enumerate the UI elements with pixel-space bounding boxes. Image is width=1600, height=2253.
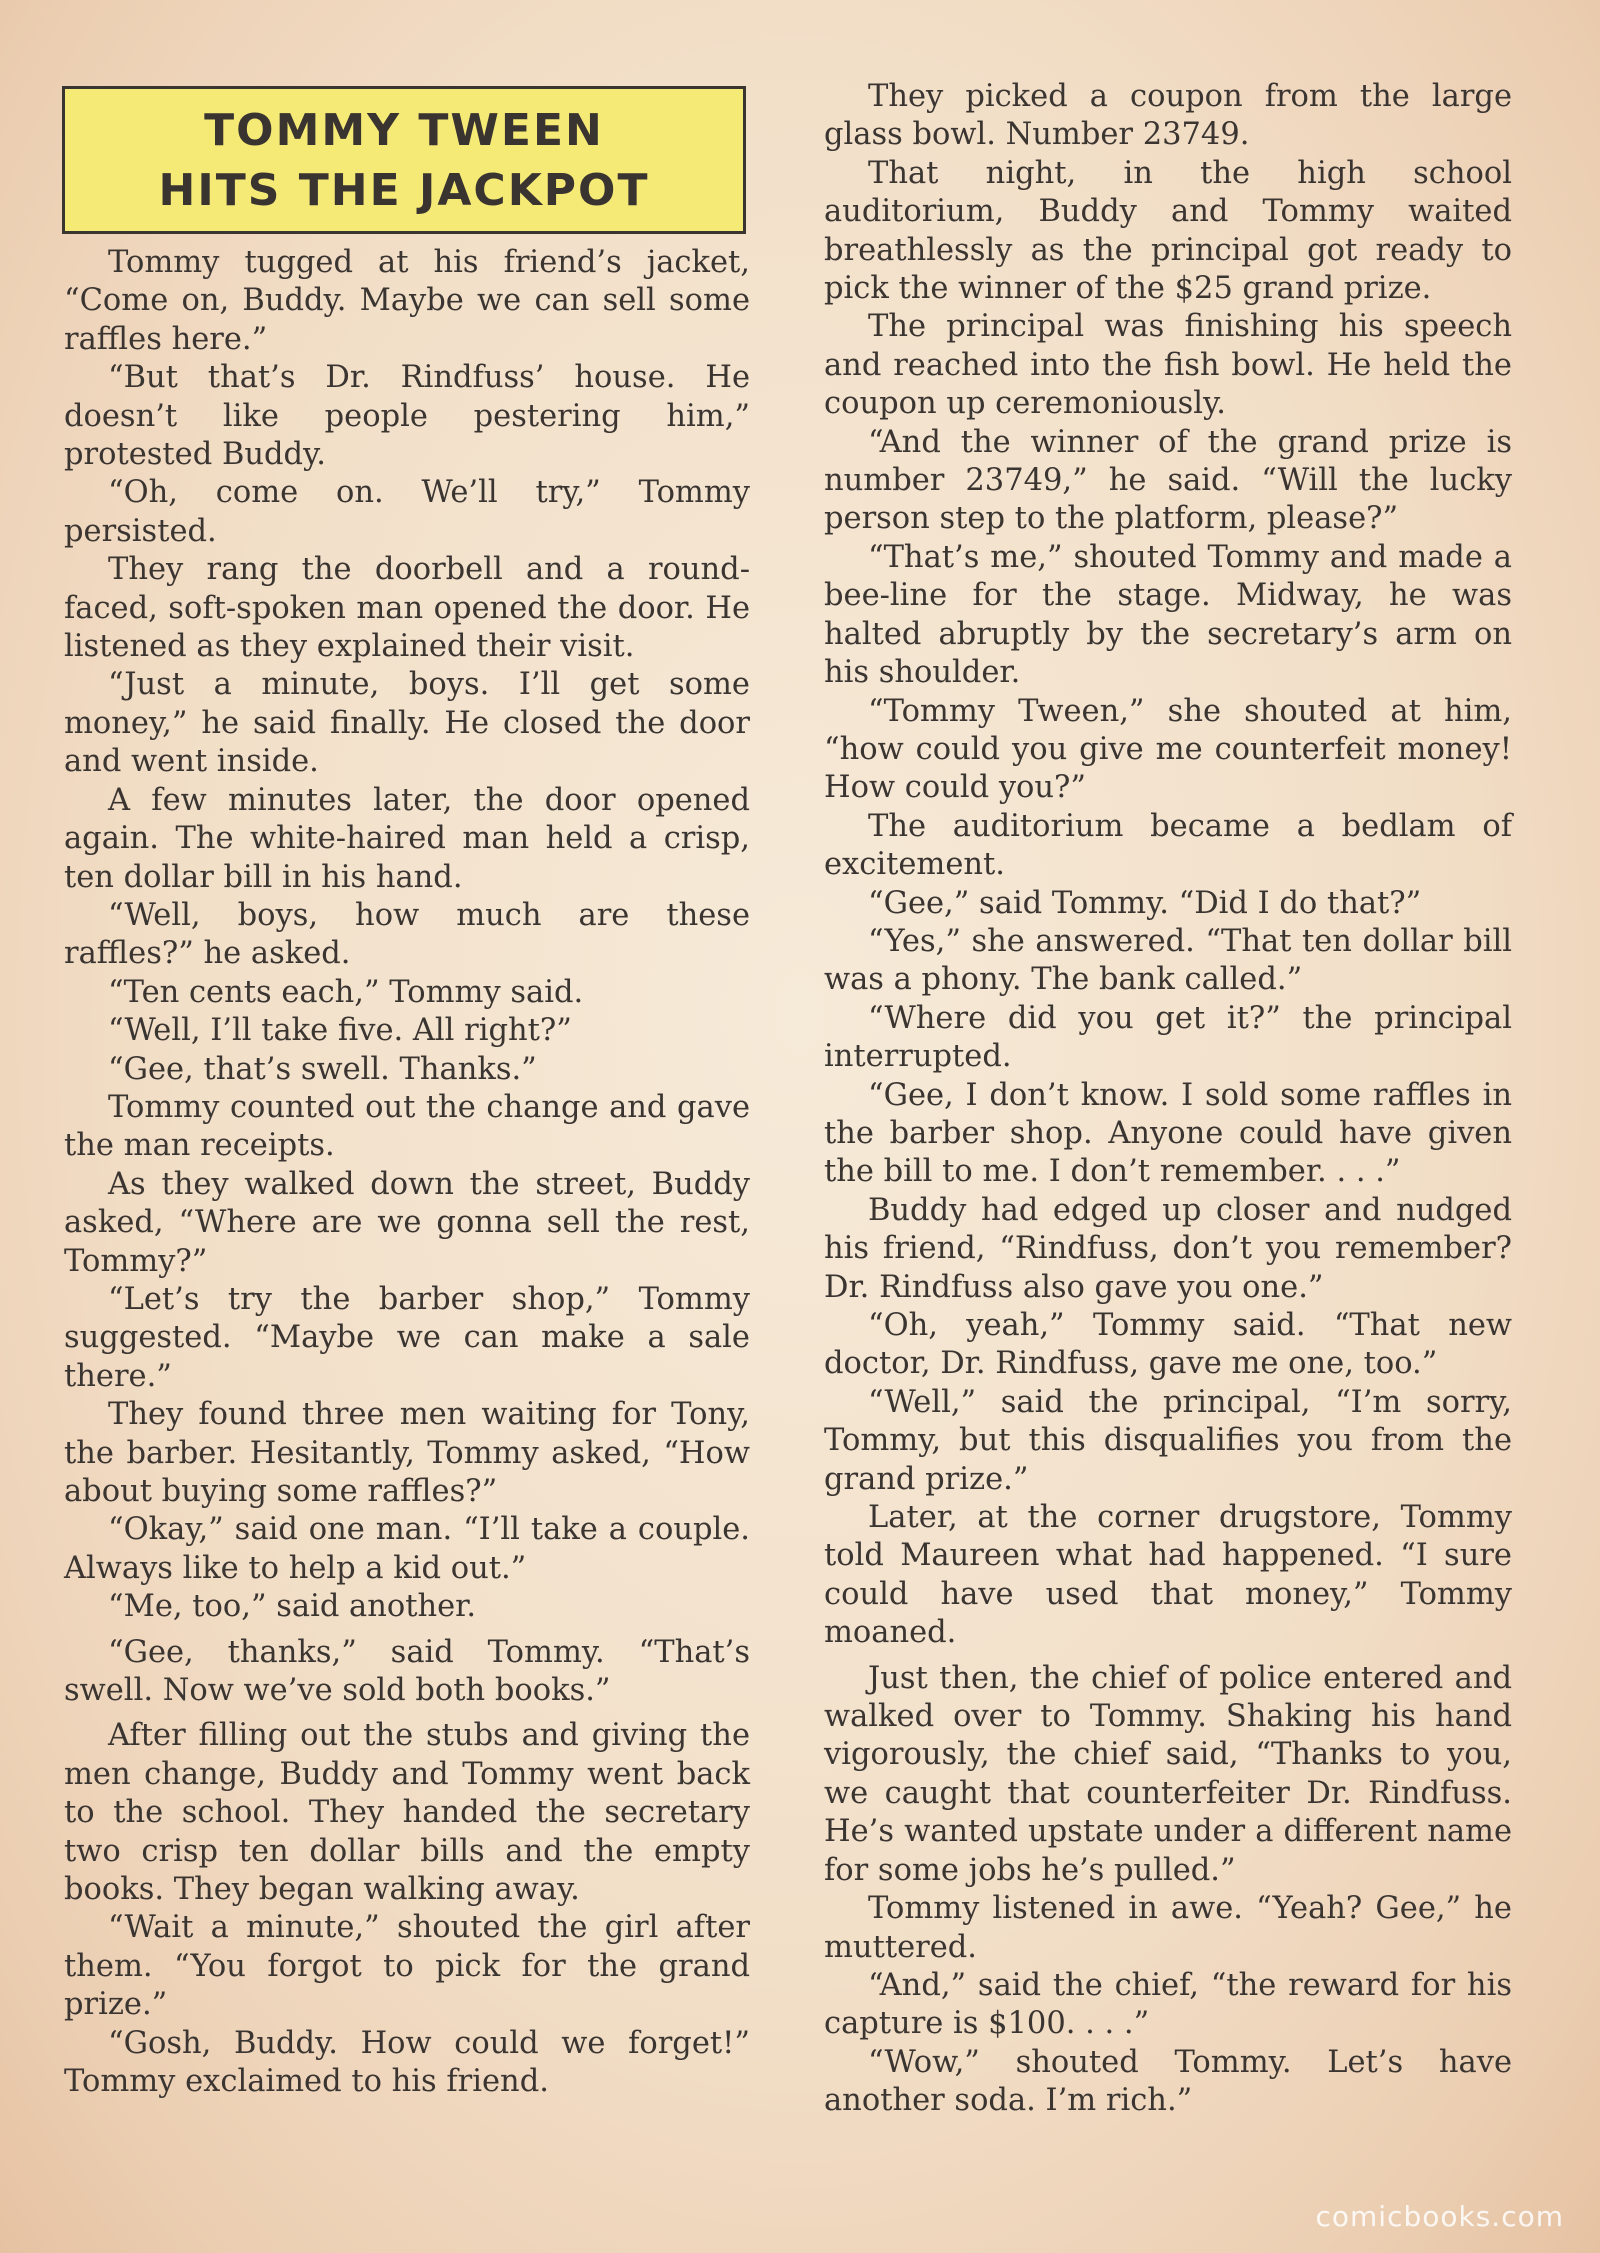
- paragraph: They rang the doorbell and a round-faced, soft-spoken man opened the door. He listened as they explained their visit.: [64, 552, 750, 665]
- paragraph: Later, at the corner drugstore, Tommy told Maureen what had happened. “I sure could have used that money,” Tommy moaned.: [824, 1500, 1512, 1651]
- paragraph: “Where did you get it?” the principal interrupted.: [824, 1000, 1512, 1075]
- paragraph: “Gosh, Buddy. How could we forget!” Tommy exclaimed to his friend.: [64, 2025, 750, 2100]
- paragraph: “Ten cents each,” Tommy said.: [108, 974, 584, 1010]
- paragraph: “Gee, thanks,” said Tommy. “That’s swell. Now we’ve sold both books.”: [64, 1634, 750, 1709]
- paragraph: The principal was finishing his speech and reached into the fish bowl. He held the coupon up ceremoniously.: [824, 309, 1512, 422]
- story-title-line-2: HITS THE JACKPOT: [158, 165, 650, 216]
- paragraph: “Oh, yeah,” Tommy said. “That new doctor, Dr. Rindfuss, gave me one, too.”: [824, 1308, 1512, 1382]
- right-text-column: [824, 78, 1512, 2121]
- paragraph: “Yes,” she answered. “That ten dollar bill was a phony. The bank called.”: [824, 923, 1512, 998]
- paragraph: “Well, I’ll take five. All right?”: [108, 1013, 572, 1049]
- paragraph: They found three men waiting for Tony, the barber. Hesitantly, Tommy asked, “How about buying some raffles?”: [64, 1397, 750, 1509]
- paragraph: “And the winner of the grand prize is number 23749,” he said. “Will the lucky person step to the platform, please?”: [824, 424, 1512, 537]
- paragraph: “And,” said the chief, “the reward for his capture is $100. . . .”: [824, 1967, 1512, 2042]
- paragraph: The auditorium became a bedlam of excitement.: [824, 808, 1512, 883]
- paragraph: “Let’s try the barber shop,” Tommy suggested. “Maybe we can make a sale there.”: [64, 1281, 750, 1394]
- left-text-column: [64, 244, 750, 2102]
- paragraph: Just then, the chief of police entered and walked over to Tommy. Shaking his hand vigorously, the chief said, “Thanks to you, we caught that counterfeiter Dr. Rindfuss. He’s wanted upstate under a different name for some jobs he’s pulled.”: [824, 1660, 1512, 1888]
- paragraph: “Me, too,” said another.: [108, 1589, 477, 1625]
- paragraph: Buddy had edged up closer and nudged his friend, “Rindfuss, don’t you remember? Dr. Rindfuss also gave you one.”: [824, 1192, 1512, 1305]
- paragraph: “Well, boys, how much are these raffles?” he asked.: [64, 897, 750, 972]
- paragraph: “Wait a minute,” shouted the girl after them. “You forgot to pick for the grand prize.”: [64, 1910, 750, 2023]
- paragraph: Tommy listened in awe. “Yeah? Gee,” he muttered.: [824, 1891, 1512, 1965]
- paragraph: A few minutes later, the door opened again. The white-haired man held a crisp, ten dollar bill in his hand.: [64, 782, 750, 895]
- paragraph: “That’s me,” shouted Tommy and made a bee-line for the stage. Midway, he was halted abruptly by the secretary’s arm on his shoulder.: [824, 539, 1512, 691]
- paragraph: “Tommy Tween,” she shouted at him, “how could you give me counterfeit money! How could you?”: [824, 693, 1512, 806]
- paragraph: “But that’s Dr. Rindfuss’ house. He doesn’t like people pestering him,” protested Buddy.: [64, 360, 750, 473]
- paragraph: “Gee, I don’t know. I sold some raffles in the barber shop. Anyone could have given the bill to me. I don’t remember. . . .”: [824, 1077, 1512, 1190]
- paragraph: “Well,” said the principal, “I’m sorry, Tommy, but this disqualifies you from the grand prize.”: [824, 1384, 1512, 1497]
- paragraph: “Okay,” said one man. “I’ll take a couple. Always like to help a kid out.”: [64, 1512, 750, 1586]
- story-title-line-1: TOMMY TWEEN: [204, 105, 604, 156]
- paragraph: That night, in the high school auditorium, Buddy and Tommy waited breathlessly as the principal got ready to pick the winner of the $25 grand prize.: [824, 155, 1512, 307]
- paragraph: “Wow,” shouted Tommy. Let’s have another soda. I’m rich.”: [824, 2044, 1512, 2119]
- paragraph: Tommy counted out the change and gave the man receipts.: [64, 1089, 750, 1164]
- paragraph: “Gee,” said Tommy. “Did I do that?”: [868, 885, 1422, 921]
- paragraph: After filling out the stubs and giving the men change, Buddy and Tommy went back to the school. They handed the secretary two crisp ten dollar bills and the empty books. They began walking away.: [64, 1718, 750, 1908]
- paragraph: “Oh, come on. We’ll try,” Tommy persisted.: [64, 475, 750, 549]
- paragraph: Tommy tugged at his friend’s jacket, “Come on, Buddy. Maybe we can sell some raffles here.”: [64, 245, 750, 357]
- paragraph: As they walked down the street, Buddy asked, “Where are we gonna sell the rest, Tommy?”: [64, 1166, 750, 1279]
- paragraph: “Just a minute, boys. I’ll get some money,” he said finally. He closed the door and went inside.: [64, 667, 750, 780]
- story-title-box: [62, 86, 746, 234]
- site-watermark: comicbooks.com: [1315, 2200, 1564, 2233]
- paragraph: “Gee, that’s swell. Thanks.”: [108, 1051, 537, 1087]
- paragraph: They picked a coupon from the large glass bowl. Number 23749.: [824, 79, 1512, 153]
